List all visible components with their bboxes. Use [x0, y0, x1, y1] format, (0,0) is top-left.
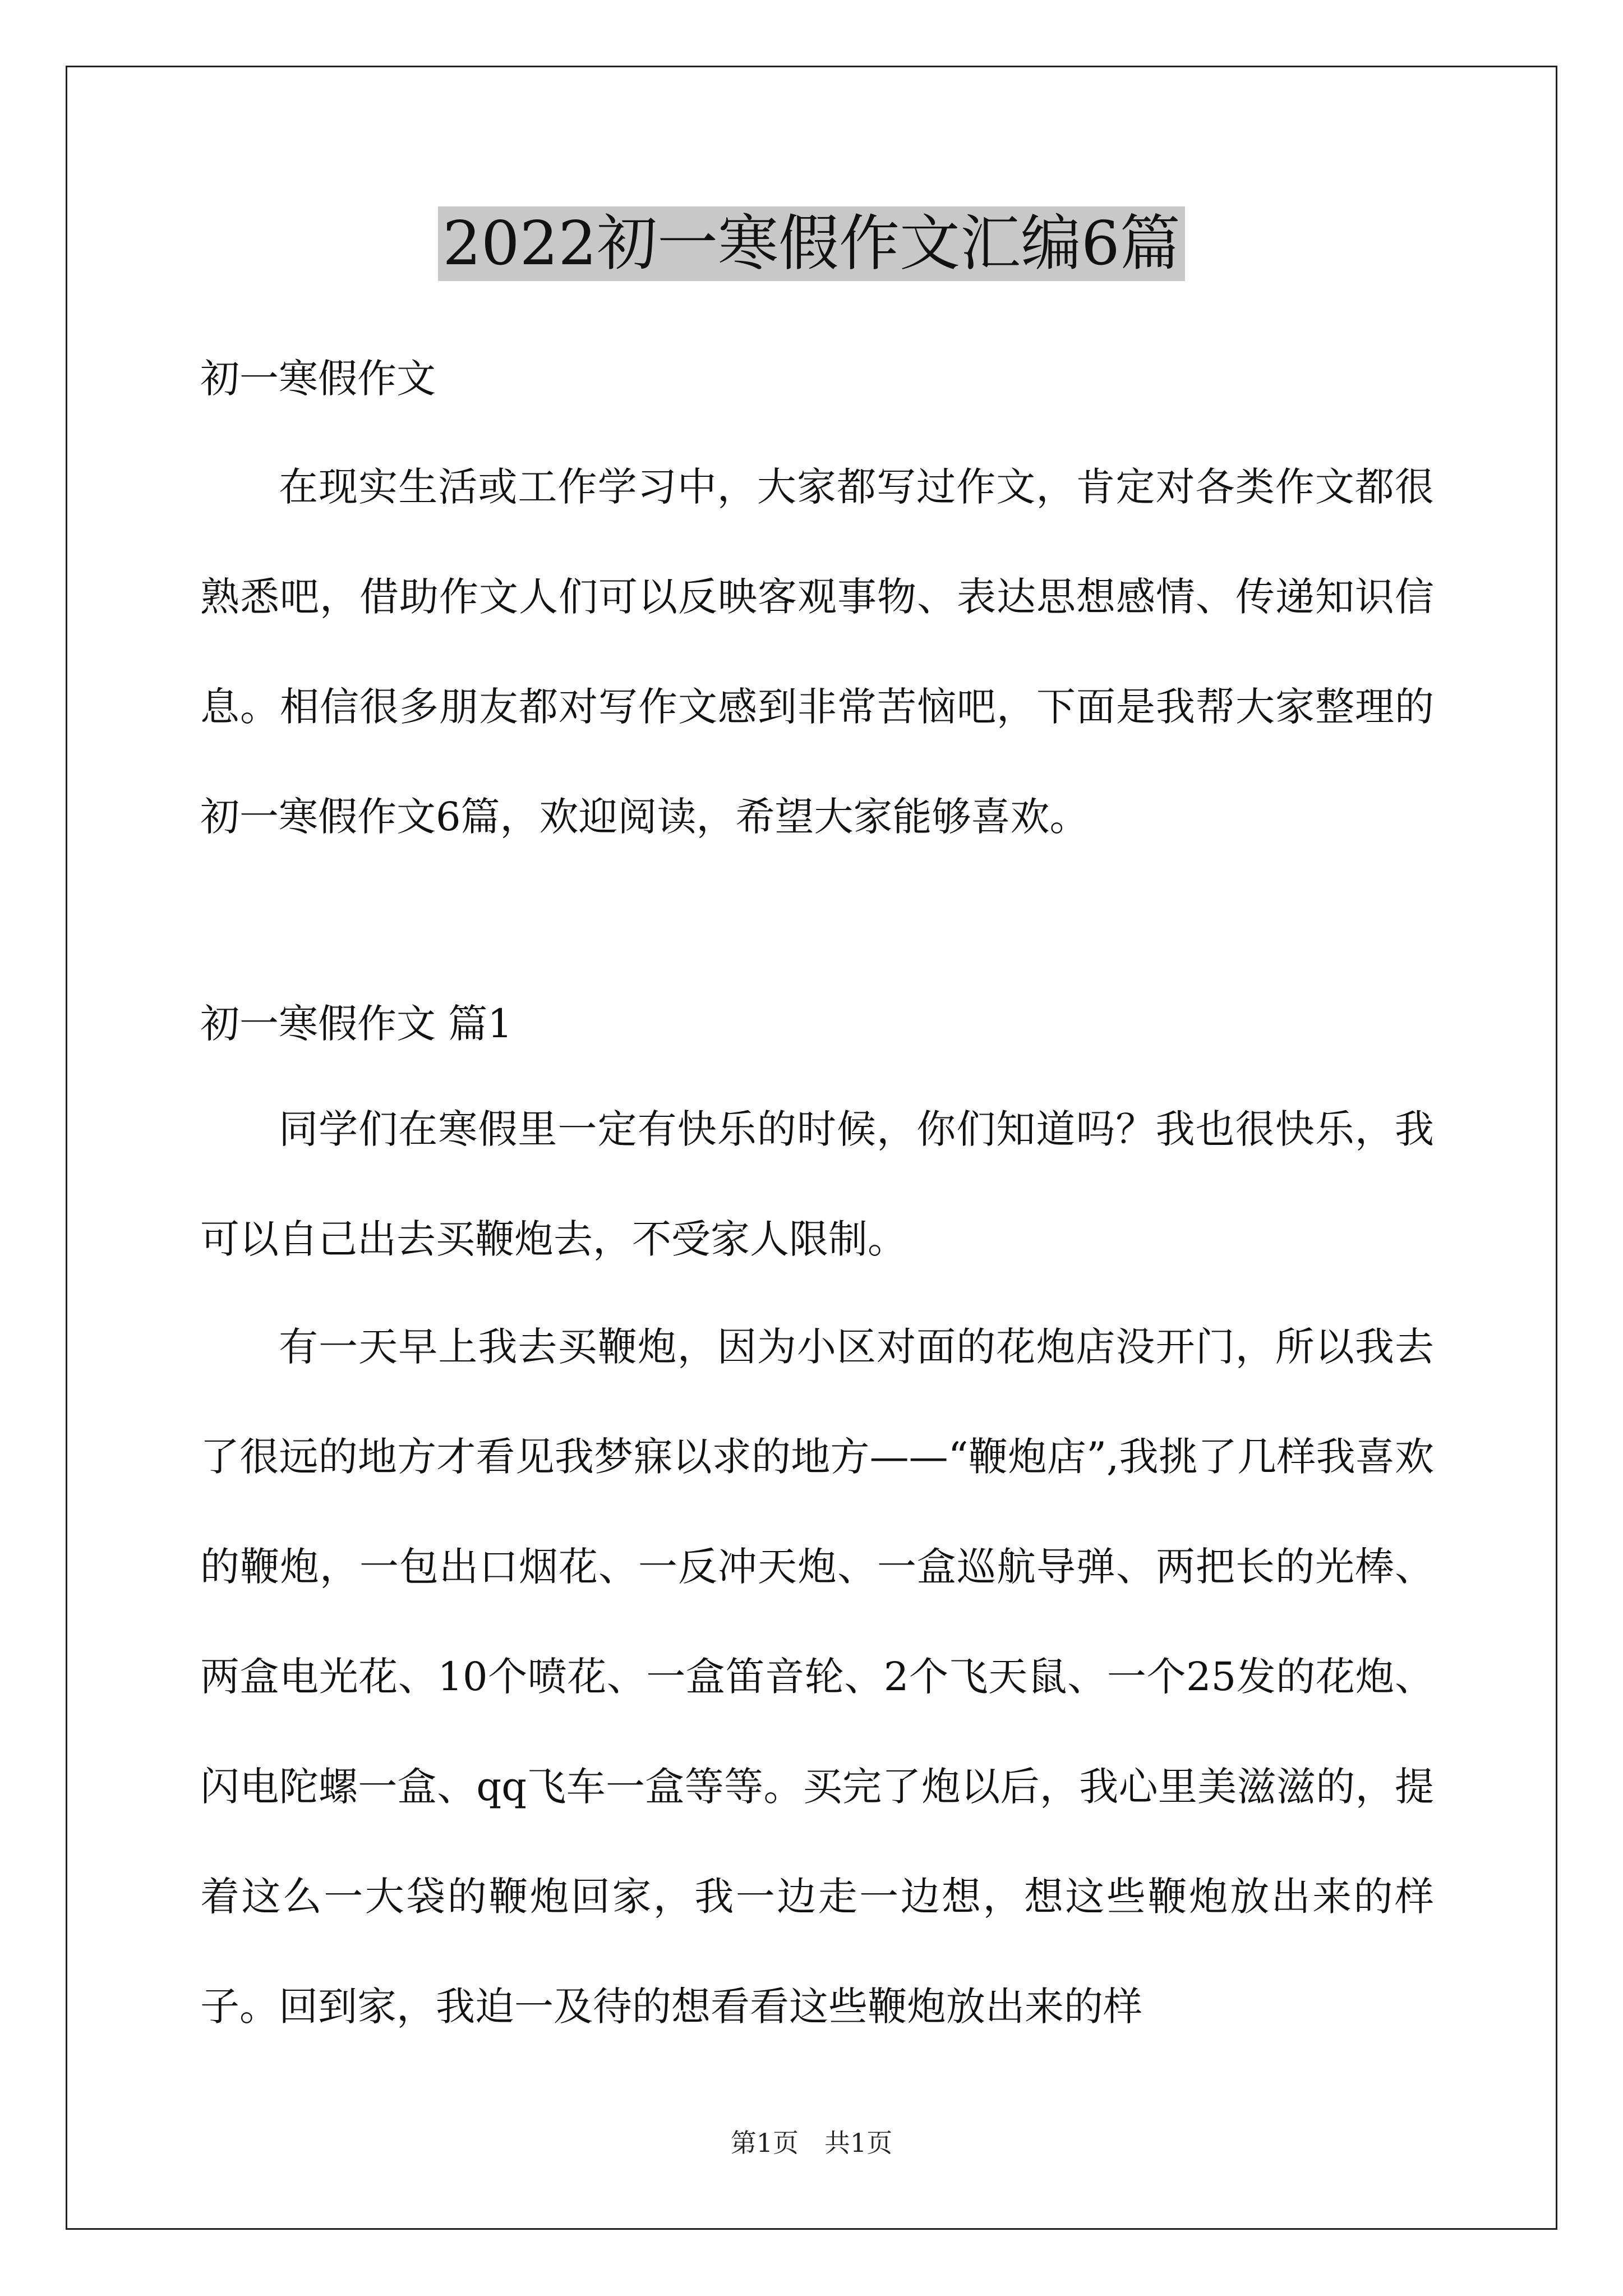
- page-footer: 第1页 共1页: [730, 2128, 893, 2158]
- document-title-text: 2022初一寒假作文汇编6篇: [438, 206, 1185, 281]
- section-1-paragraph-2: 有一天早上我去买鞭炮，因为小区对面的花炮店没开门，所以我去了很远的地方才看见我梦寐以求的地方——“鞭炮店”,我挑了几样我喜欢的鞭炮，一包出口烟花、一反冲天炮、一盒巡航导弹、两把长的光棒、两盒电光花、10个喷花、一盒笛音轮、2个飞天鼠、一个25发的花炮、闪电陀螺一盒、qq飞车一盒等等。买完了炮以后，我心里美滋滋的，提着这么一大袋的鞭炮回家，我一边走一边想，想这些鞭炮放出来的样子。回到家，我迫一及待的想看看这些鞭炮放出来的样: [200, 1324, 1434, 2030]
- section-1-heading: 初一寒假作文 篇1: [200, 1001, 513, 1047]
- section-1-paragraph-1: 同学们在寒假里一定有快乐的时候，你们知道吗？我也很快乐，我可以自己出去买鞭炮去，不受家人限制。: [200, 1106, 1434, 1262]
- document-title: [0, 205, 1623, 283]
- intro-paragraph: 在现实生活或工作学习中，大家都写过作文，肯定对各类作文都很熟悉吧，借助作文人们可以反映客观事物、表达思想感情、传递知识信息。相信很多朋友都对写作文感到非常苦恼吧，下面是我帮大家整理的初一寒假作文6篇，欢迎阅读，希望大家能够喜欢。: [200, 464, 1434, 840]
- intro-heading: 初一寒假作文: [200, 356, 436, 402]
